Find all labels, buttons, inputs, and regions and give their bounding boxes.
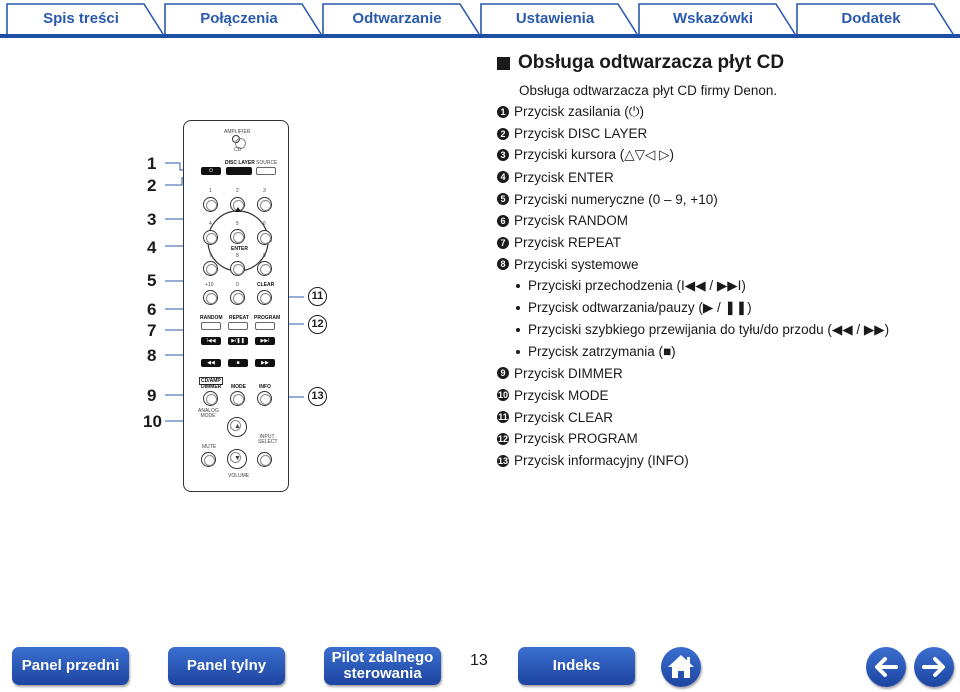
cd-label: CD xyxy=(234,147,242,153)
dimmer-label: DIMMER xyxy=(201,384,222,390)
forward-button[interactable] xyxy=(914,647,954,687)
num-label: 2 xyxy=(236,188,239,194)
list-item xyxy=(497,188,957,210)
item-number: 8 xyxy=(497,258,509,270)
item-number: 2 xyxy=(497,128,509,140)
item-number: 13 xyxy=(497,455,508,466)
num-label: 8 xyxy=(236,253,239,259)
list-item xyxy=(497,363,957,385)
repeat-label: REPEAT xyxy=(229,315,249,321)
item-text: Przycisk informacyjny (INFO) xyxy=(514,453,689,469)
tab-label: Dodatek xyxy=(841,10,901,27)
intro-text: Obsługa odtwarzacza płyt CD firmy Denon. xyxy=(519,83,778,98)
callout-number: 11 xyxy=(308,287,327,306)
section-heading xyxy=(497,52,784,74)
number-button xyxy=(203,261,218,276)
page-number: 13 xyxy=(470,652,488,669)
page-title: Obsługa odtwarzacza płyt CD xyxy=(518,52,785,73)
random-label: RANDOM xyxy=(200,315,223,321)
indeks-button[interactable]: Indeks xyxy=(518,647,635,685)
mute-label: MUTE xyxy=(202,444,217,450)
callout-number: 10 xyxy=(143,412,162,431)
volume-down-icon: ▼ xyxy=(234,455,241,462)
callout-number: 4 xyxy=(147,238,157,257)
amplifier-label: AMPLIFIER xyxy=(224,129,251,135)
item-text: Przycisk DIMMER xyxy=(514,365,623,381)
skip-forward-button: ▶▶I xyxy=(255,337,275,345)
remote-control-illustration xyxy=(183,120,289,492)
list-item xyxy=(497,166,957,188)
button-list xyxy=(497,101,957,472)
tab-list xyxy=(6,3,954,35)
callout-number: 9 xyxy=(147,386,157,405)
tab-ustawienia[interactable] xyxy=(480,3,640,35)
callout-number: 13 xyxy=(308,387,327,406)
callout-number: 8 xyxy=(147,346,157,365)
callout-number: 7 xyxy=(147,321,157,340)
sub-list-item xyxy=(497,341,957,363)
callout-number: 6 xyxy=(147,300,157,319)
list-item xyxy=(497,145,957,167)
input-select-button xyxy=(257,452,272,467)
item-text: Przycisk CLEAR xyxy=(514,409,614,425)
random-button xyxy=(201,322,221,330)
tab-wskazowki[interactable] xyxy=(638,3,798,35)
num-label: 9 xyxy=(263,253,266,259)
play-pause-button: ▶/❚❚ xyxy=(228,337,248,345)
enter-button xyxy=(230,229,245,244)
stop-button: ■ xyxy=(228,359,248,367)
info-button xyxy=(257,391,272,406)
item-number: 4 xyxy=(497,171,509,183)
arrow-left-icon xyxy=(866,647,906,687)
enter-label: ENTER xyxy=(231,246,248,252)
callout-number: 12 xyxy=(308,315,327,334)
number-button xyxy=(203,230,218,245)
tab-dodatek[interactable] xyxy=(796,3,956,35)
analog-mode-label: ANALOG MODE xyxy=(198,408,219,419)
num-label: 7 xyxy=(209,253,212,259)
number-button xyxy=(230,261,245,276)
item-text: Przycisk PROGRAM xyxy=(514,431,638,447)
plus10-label: +10 xyxy=(205,282,214,288)
item-text: Przyciski kursora (△▽◁ ▷) xyxy=(514,147,675,163)
disc-layer-label: DISC LAYER xyxy=(225,160,255,166)
number-button xyxy=(230,290,245,305)
pilot-zdalnego-sterowania-button[interactable] xyxy=(324,647,441,685)
source-label: SOURCE xyxy=(256,160,278,166)
callout-number: 5 xyxy=(147,271,157,290)
item-text: Przycisk MODE xyxy=(514,387,609,403)
list-item xyxy=(497,450,957,472)
repeat-button xyxy=(228,322,248,330)
item-text: Przycisk ENTER xyxy=(514,169,614,185)
top-navigation xyxy=(0,0,960,42)
num-label: 0 xyxy=(236,282,239,288)
item-text: Przycisk zatrzymania (■) xyxy=(528,344,676,360)
item-number: 7 xyxy=(497,237,509,249)
item-text: Przyciski numeryczne (0 – 9, +10) xyxy=(514,191,718,207)
callout-number: 1 xyxy=(147,154,157,173)
item-text: Przycisk odtwarzania/pauzy (▶ / ❚❚) xyxy=(528,300,752,316)
panel-przedni-button[interactable]: Panel przedni xyxy=(12,647,129,685)
item-number: 3 xyxy=(497,149,509,161)
tab-odtwarzanie[interactable] xyxy=(322,3,482,35)
item-number: 9 xyxy=(497,367,509,379)
item-number: 5 xyxy=(497,193,509,205)
number-button xyxy=(257,261,272,276)
callout-number: 3 xyxy=(147,210,157,229)
mode-button xyxy=(230,391,245,406)
sub-list-item xyxy=(497,275,957,297)
home-icon xyxy=(661,647,701,687)
list-item xyxy=(497,123,957,145)
number-button xyxy=(257,230,272,245)
heading-square-icon xyxy=(497,57,510,70)
volume-label: VOLUME xyxy=(228,473,250,479)
item-number: 6 xyxy=(497,215,509,227)
cd-amp-label: CD/AMP xyxy=(201,378,221,384)
list-item xyxy=(497,254,957,276)
item-text: Przyciski systemowe xyxy=(514,256,639,272)
num-label: 1 xyxy=(209,188,212,194)
input-select-label: INPUT SELECT xyxy=(258,434,278,445)
bullet-icon xyxy=(516,328,520,332)
tab-label: Ustawienia xyxy=(515,10,595,27)
tab-spis-tresci[interactable] xyxy=(6,3,166,35)
button-label-line1: Pilot zdalnego xyxy=(331,649,434,666)
skip-back-button: I◀◀ xyxy=(201,337,221,345)
mute-button xyxy=(201,452,216,467)
clear-button xyxy=(257,290,272,305)
item-number: 10 xyxy=(497,390,508,401)
num-label: 4 xyxy=(209,221,212,227)
tab-polaczenia[interactable] xyxy=(164,3,324,35)
list-item xyxy=(497,406,957,428)
num-label: 5 xyxy=(236,221,239,227)
item-text: Przyciski szybkiego przewijania do tyłu/do przodu (◀◀ / ▶▶) xyxy=(528,321,890,337)
item-text: Przycisk zasilania (⏻) xyxy=(514,103,644,119)
power-button: ⏻ xyxy=(201,167,221,175)
list-item xyxy=(497,210,957,232)
tab-label: Spis treści xyxy=(43,10,119,27)
bullet-icon xyxy=(516,350,520,354)
fast-forward-button: ▶▶ xyxy=(255,359,275,367)
item-text: Przycisk DISC LAYER xyxy=(514,126,648,142)
tab-label: Połączenia xyxy=(200,10,278,27)
program-button xyxy=(255,322,275,330)
bullet-icon xyxy=(516,284,520,288)
mode-label: MODE xyxy=(231,384,246,390)
item-number: 11 xyxy=(498,412,508,423)
tab-label: Odtwarzanie xyxy=(352,10,442,27)
home-button[interactable] xyxy=(661,647,701,687)
amplifier-power-button xyxy=(232,135,240,143)
list-item xyxy=(497,232,957,254)
clear-label: CLEAR xyxy=(257,282,275,288)
panel-tylny-button[interactable]: Panel tylny xyxy=(168,647,285,685)
num-label: 6 xyxy=(263,221,266,227)
dimmer-button xyxy=(203,391,218,406)
num-label: 3 xyxy=(263,188,266,194)
info-label: INFO xyxy=(259,384,271,390)
plus10-button xyxy=(203,290,218,305)
item-text: Przycisk REPEAT xyxy=(514,235,622,251)
disc-layer-button xyxy=(226,167,252,175)
volume-up-icon: ▲ xyxy=(234,423,241,430)
callout-number: 2 xyxy=(147,176,157,195)
list-item xyxy=(497,384,957,406)
item-number: 12 xyxy=(497,433,508,444)
tab-label: Wskazówki xyxy=(672,10,754,27)
bullet-icon xyxy=(516,306,520,310)
sub-list-item xyxy=(497,319,957,341)
list-item xyxy=(497,101,957,123)
arrow-right-icon xyxy=(914,647,954,687)
source-button xyxy=(256,167,276,175)
program-label: PROGRAM xyxy=(254,315,281,321)
back-button[interactable] xyxy=(866,647,906,687)
rewind-button: ◀◀ xyxy=(201,359,221,367)
list-item xyxy=(497,428,957,450)
item-text: Przycisk RANDOM xyxy=(514,213,628,229)
item-text: Przyciski przechodzenia (I◀◀ / ▶▶I) xyxy=(528,278,746,294)
item-number: 1 xyxy=(497,106,509,118)
button-label-line2: sterowania xyxy=(343,665,422,682)
sub-list-item xyxy=(497,297,957,319)
